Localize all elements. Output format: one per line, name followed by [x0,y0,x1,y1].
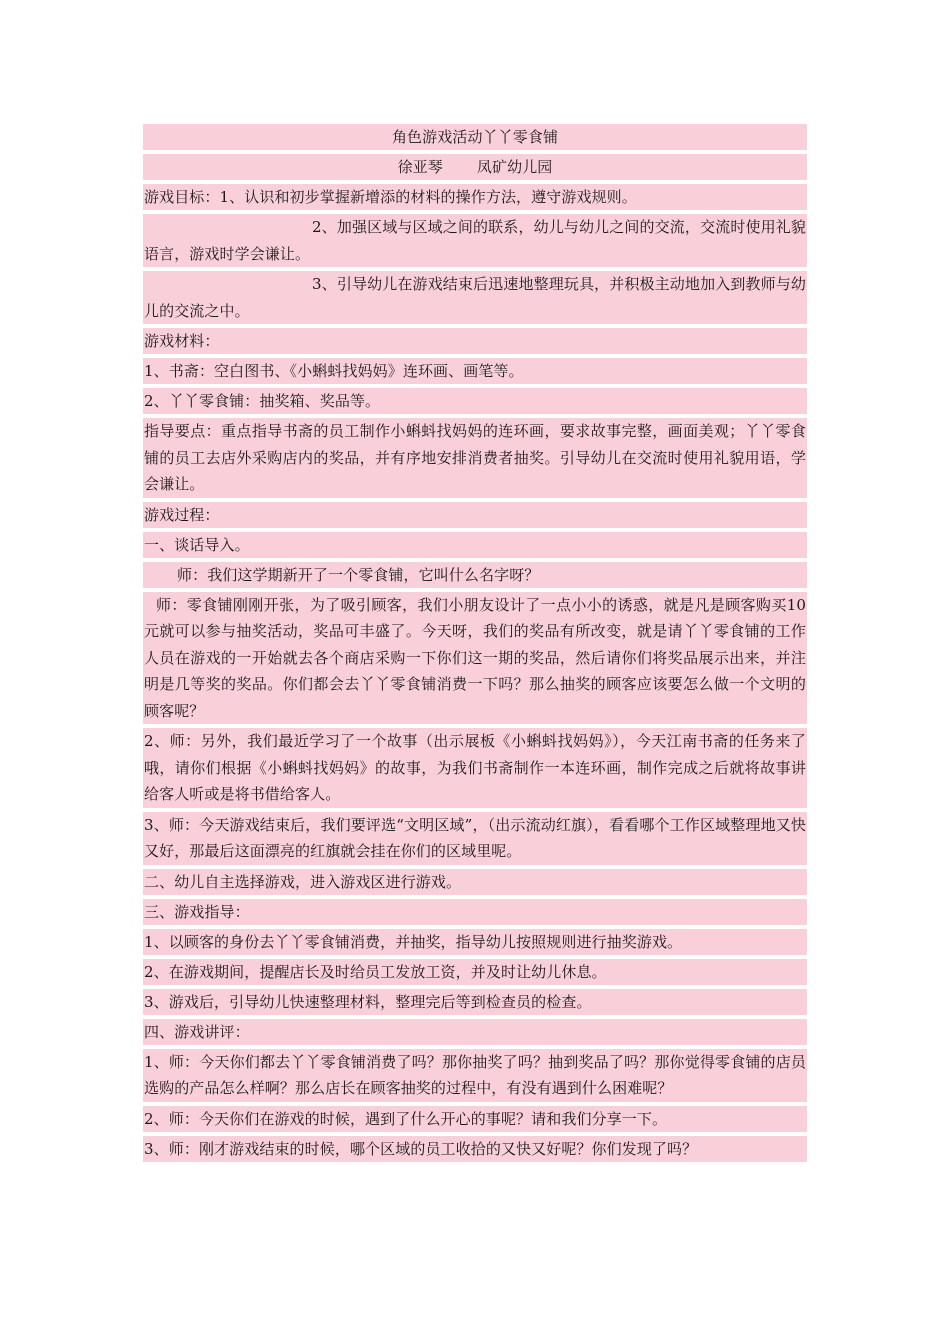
section-3-item-1: 1、以顾客的身份去丫丫零食铺消费，并抽奖，指导幼儿按照规则进行抽奖游戏。 [143,929,807,955]
section-3-item-3: 3、游戏后，引导幼儿快速整理材料，整理完后等到检查员的检查。 [143,989,807,1015]
guidance-points: 指导要点：重点指导书斋的员工制作小蝌蚪找妈妈的连环画，要求故事完整，画面美观；丫丫零食铺的员工去店外采购店内的奖品，并有序地安排消费者抽奖。引导幼儿在交流时使用礼貌用语，学会谦让。 [143,418,807,498]
document-title: 角色游戏活动丫丫零食铺 [143,124,807,150]
section-4-heading: 四、游戏讲评： [143,1019,807,1045]
section-3-item-2: 2、在游戏期间，提醒店长及时给员工发放工资，并及时让幼儿休息。 [143,959,807,985]
material-item-2: 2、丫丫零食铺：抽奖箱、奖品等。 [143,388,807,414]
materials-heading: 游戏材料： [143,328,807,354]
section-2-heading: 二、幼儿自主选择游戏，进入游戏区进行游戏。 [143,869,807,895]
section-4-item-1: 1、师：今天你们都去丫丫零食铺消费了吗？那你抽奖了吗？抽到奖品了吗？那你觉得零食铺的店员选购的产品怎么样啊？那么店长在顾客抽奖的过程中，有没有遇到什么困难呢？ [143,1049,807,1102]
author-line [143,154,807,180]
author-name: 徐亚琴 [397,158,443,176]
goal-3: 3、引导幼儿在游戏结束后迅速地整理玩具，并积极主动地加入到教师与幼儿的交流之中。 [143,271,807,324]
section-4-item-3: 3、师：刚才游戏结束的时候，哪个区域的员工收拾的又快又好呢？你们发现了吗？ [143,1136,807,1162]
section-4-item-2: 2、师：今天你们在游戏的时候，遇到了什么开心的事呢？请和我们分享一下。 [143,1106,807,1132]
material-item-1: 1、书斋：空白图书、《小蝌蚪找妈妈》连环画、画笔等。 [143,358,807,384]
section-1-paragraph-4: 3、师：今天游戏结束后，我们要评选“文明区域”，（出示流动红旗），看看哪个工作区域整理地又快又好，那最后这面漂亮的红旗就会挂在你们的区域里呢。 [143,812,807,865]
section-1-paragraph-3: 2、师：另外，我们最近学习了一个故事（出示展板《小蝌蚪找妈妈》），今天江南书斋的任务来了哦，请你们根据《小蝌蚪找妈妈》的故事，为我们书斋制作一本连环画，制作完成之后就将故事讲给客人听或是将书借给客人。 [143,728,807,808]
section-1-paragraph-2: 师：零食铺刚刚开张，为了吸引顾客，我们小朋友设计了一点小小的诱惑，就是凡是顾客购买10元就可以参与抽奖活动，奖品可丰盛了。今天呀，我们的奖品有所改变，就是请丫丫零食铺的工作人员在游戏的一开始就去各个商店采购一下你们这一期的奖品，然后请你们将奖品展示出来，并注明是几等奖的奖品。你们都会去丫丫零食铺消费一下吗？那么抽奖的顾客应该要怎么做一个文明的顾客呢？ [143,592,807,725]
section-1-paragraph-1: 师：我们这学期新开了一个零食铺，它叫什么名字呀？ [143,562,807,588]
section-3-heading: 三、游戏指导： [143,899,807,925]
author-school: 凤矿幼儿园 [476,158,553,176]
goal-2: 2、加强区域与区域之间的联系，幼儿与幼儿之间的交流，交流时使用礼貌语言，游戏时学会谦让。 [143,214,807,267]
goal-1: 游戏目标：1、认识和初步掌握新增添的材料的操作方法，遵守游戏规则。 [143,184,807,210]
process-heading: 游戏过程： [143,502,807,528]
section-1-heading: 一、谈话导入。 [143,532,807,558]
document-page [143,124,807,1166]
